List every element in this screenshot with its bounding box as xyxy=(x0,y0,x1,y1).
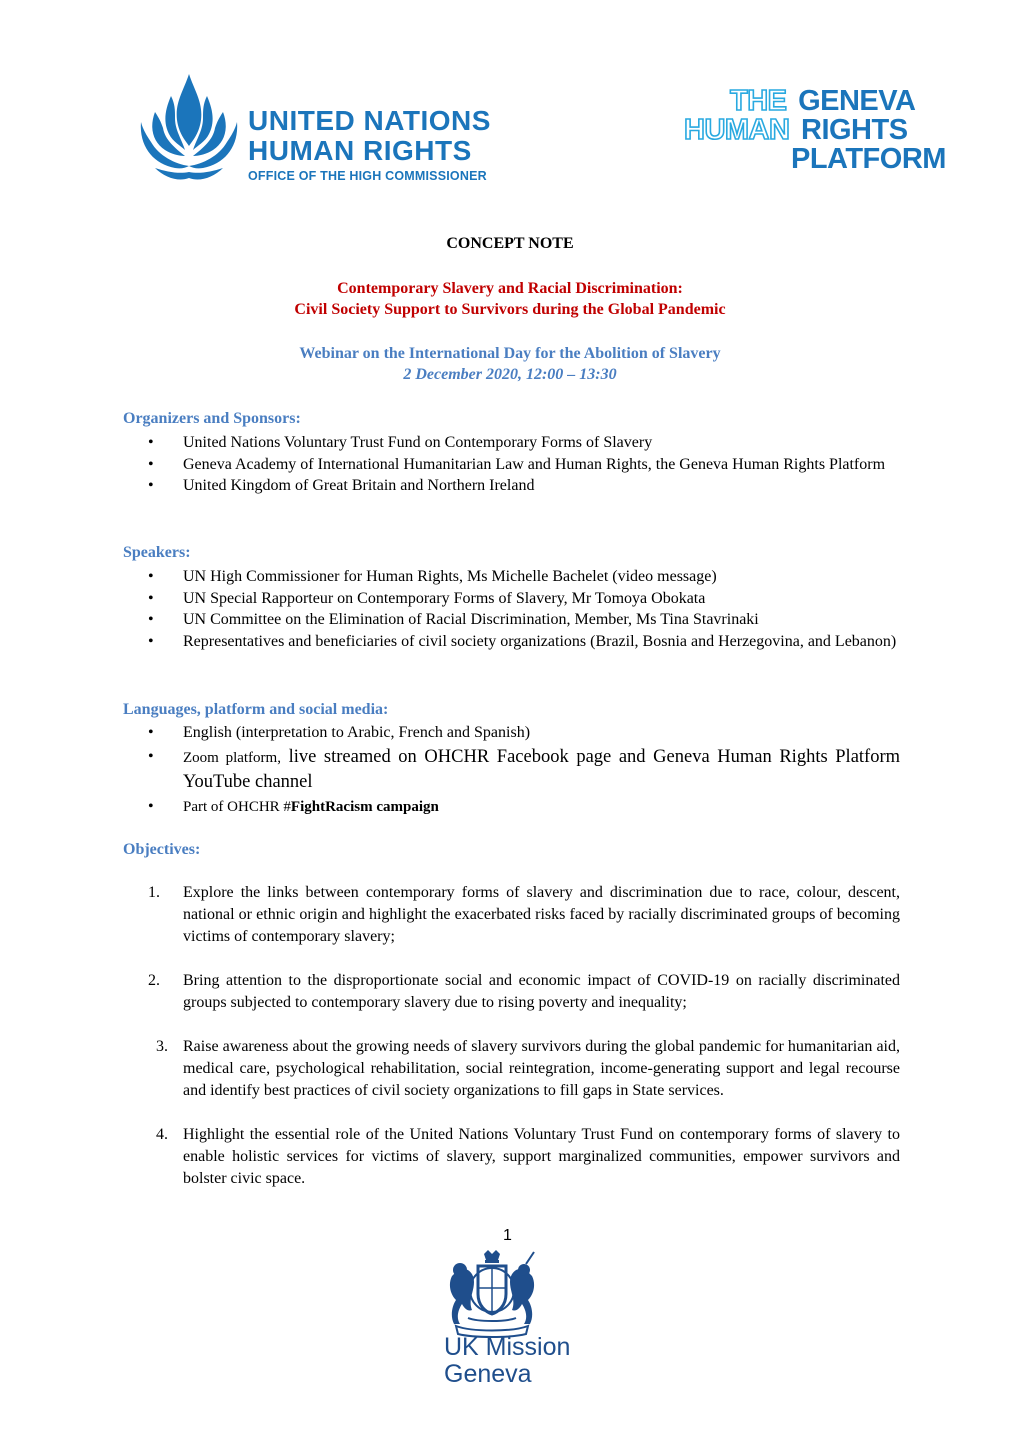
list-item-number: 4. xyxy=(156,1126,168,1143)
list-item-text: Geneva Academy of International Humanitarian Law and Human Rights, the Geneva Human Rights Platform xyxy=(183,455,886,473)
list-item-text: Highlight the essential role of the United Nations Voluntary Trust Fund on contemporary forms of slavery to enable holistic services for victims of slavery, support marginalized communities, empower survivors and bolster civic space. xyxy=(183,1126,900,1187)
bullet-icon: • xyxy=(148,568,154,585)
bullet-icon: • xyxy=(148,589,154,607)
bullet-icon: • xyxy=(148,747,154,765)
list-item-text: United Nations Voluntary Trust Fund on Contemporary Forms of Slavery xyxy=(183,434,653,451)
document-title-line1: Contemporary Slavery and Racial Discrimination: xyxy=(337,280,683,297)
list-item xyxy=(148,454,900,476)
list-item-text: Raise awareness about the growing needs of slavery survivors during the global pandemic for humanitarian aid, medical care, psychological rehabilitation, social reintegration, income-generating support and legal recourse and identify best practices of civil society organizations to fill gaps in State services. xyxy=(183,1038,900,1099)
uk-mission-logo-text xyxy=(444,1334,570,1388)
list-item xyxy=(148,796,900,819)
list-item-text: Representatives and beneficiaries of civil society organizations (Brazil, Bosnia and Herzegovina, and Lebanon) xyxy=(183,632,897,650)
un-logo-line3: OFFICE OF THE HIGH COMMISSIONER xyxy=(248,169,487,183)
list-item-number: 3. xyxy=(156,1038,168,1055)
bullet-icon: • xyxy=(148,455,154,473)
list-item xyxy=(148,588,900,610)
list-item xyxy=(148,475,900,497)
list-item-text: UN Committee on the Elimination of Racial Discrimination, Member, Ms Tina Stavrinaki xyxy=(183,611,759,628)
languages-list xyxy=(148,722,900,818)
list-item-text: Bring attention to the disproportionate social and economic impact of COVID-19 on racially discriminated groups subjected to contemporary slavery due to rising poverty and inequality; xyxy=(183,972,900,1011)
ghr-rights: RIGHTS xyxy=(801,114,908,146)
ghr-geneva: GENEVA xyxy=(798,85,916,117)
list-item-number: 1. xyxy=(148,884,160,901)
uk-mission-line2: Geneva xyxy=(444,1360,532,1388)
document-type-label: CONCEPT NOTE xyxy=(446,235,574,252)
un-flame-emblem-icon xyxy=(135,72,243,192)
list-item xyxy=(148,1036,900,1102)
royal-coat-of-arms-icon xyxy=(438,1248,546,1340)
bullet-icon: • xyxy=(148,724,154,741)
list-item xyxy=(148,882,900,948)
organizers-list xyxy=(148,432,900,497)
un-human-rights-logo xyxy=(135,72,495,192)
list-item xyxy=(148,631,900,653)
list-item-text: UN Special Rapporteur on Contemporary Forms of Slavery, Mr Tomoya Obokata xyxy=(183,589,706,607)
list-item-text: United Kingdom of Great Britain and Northern Ireland xyxy=(183,477,535,494)
page-number: 1 xyxy=(503,1227,512,1244)
organizers-heading: Organizers and Sponsors: xyxy=(123,410,301,427)
list-item xyxy=(148,970,900,1014)
bullet-icon: • xyxy=(148,632,154,650)
webinar-date: 2 December 2020, 12:00 – 13:30 xyxy=(403,366,617,383)
bullet-icon: • xyxy=(148,611,154,628)
webinar-title: Webinar on the International Day for the Abolition of Slavery xyxy=(299,345,721,362)
bullet-icon: • xyxy=(148,477,154,494)
objectives-heading: Objectives: xyxy=(123,841,201,858)
speakers-list xyxy=(148,566,900,652)
un-logo-line2: HUMAN RIGHTS xyxy=(248,135,472,166)
list-item-text: Zoom platform, xyxy=(183,749,281,766)
uk-mission-line1: UK Mission xyxy=(444,1333,571,1361)
ghr-human: HUMAN xyxy=(684,114,790,146)
list-item-text: Explore the links between contemporary forms of slavery and discrimination due to race, colour, descent, national or ethnic origin and highlight the exacerbated risks faced by racially discriminated groups of becoming victims of contemporary slavery; xyxy=(183,884,900,945)
document-title-line2: Civil Society Support to Survivors during the Global Pandemic xyxy=(294,301,726,318)
speakers-heading: Speakers: xyxy=(123,544,191,561)
bullet-icon: • xyxy=(148,434,154,451)
list-item-text: English (interpretation to Arabic, French and Spanish) xyxy=(183,724,531,741)
list-item xyxy=(148,609,900,631)
ghr-platform: PLATFORM xyxy=(791,143,946,175)
list-item xyxy=(148,722,900,744)
objectives-list xyxy=(148,882,900,1212)
list-item-text: FightRacism campaign xyxy=(290,798,439,815)
geneva-human-rights-platform-logo xyxy=(684,85,946,176)
list-item-text: Part of OHCHR # xyxy=(183,798,291,815)
list-item-text: UN High Commissioner for Human Rights, Ms Michelle Bachelet (video message) xyxy=(183,568,717,585)
list-item xyxy=(148,745,900,794)
ghr-the: THE xyxy=(730,85,787,117)
list-item xyxy=(148,432,900,454)
un-logo-line1: UNITED NATIONS xyxy=(248,105,491,136)
list-item xyxy=(148,566,900,588)
bullet-icon: • xyxy=(148,797,154,815)
list-item-text: live streamed on OHCHR Facebook page and Geneva Human Rights Platform YouTube channel xyxy=(183,746,901,792)
uk-mission-crest xyxy=(438,1248,546,1340)
list-item xyxy=(148,1124,900,1190)
languages-heading: Languages, platform and social media: xyxy=(123,701,389,718)
list-item-number: 2. xyxy=(148,972,160,989)
